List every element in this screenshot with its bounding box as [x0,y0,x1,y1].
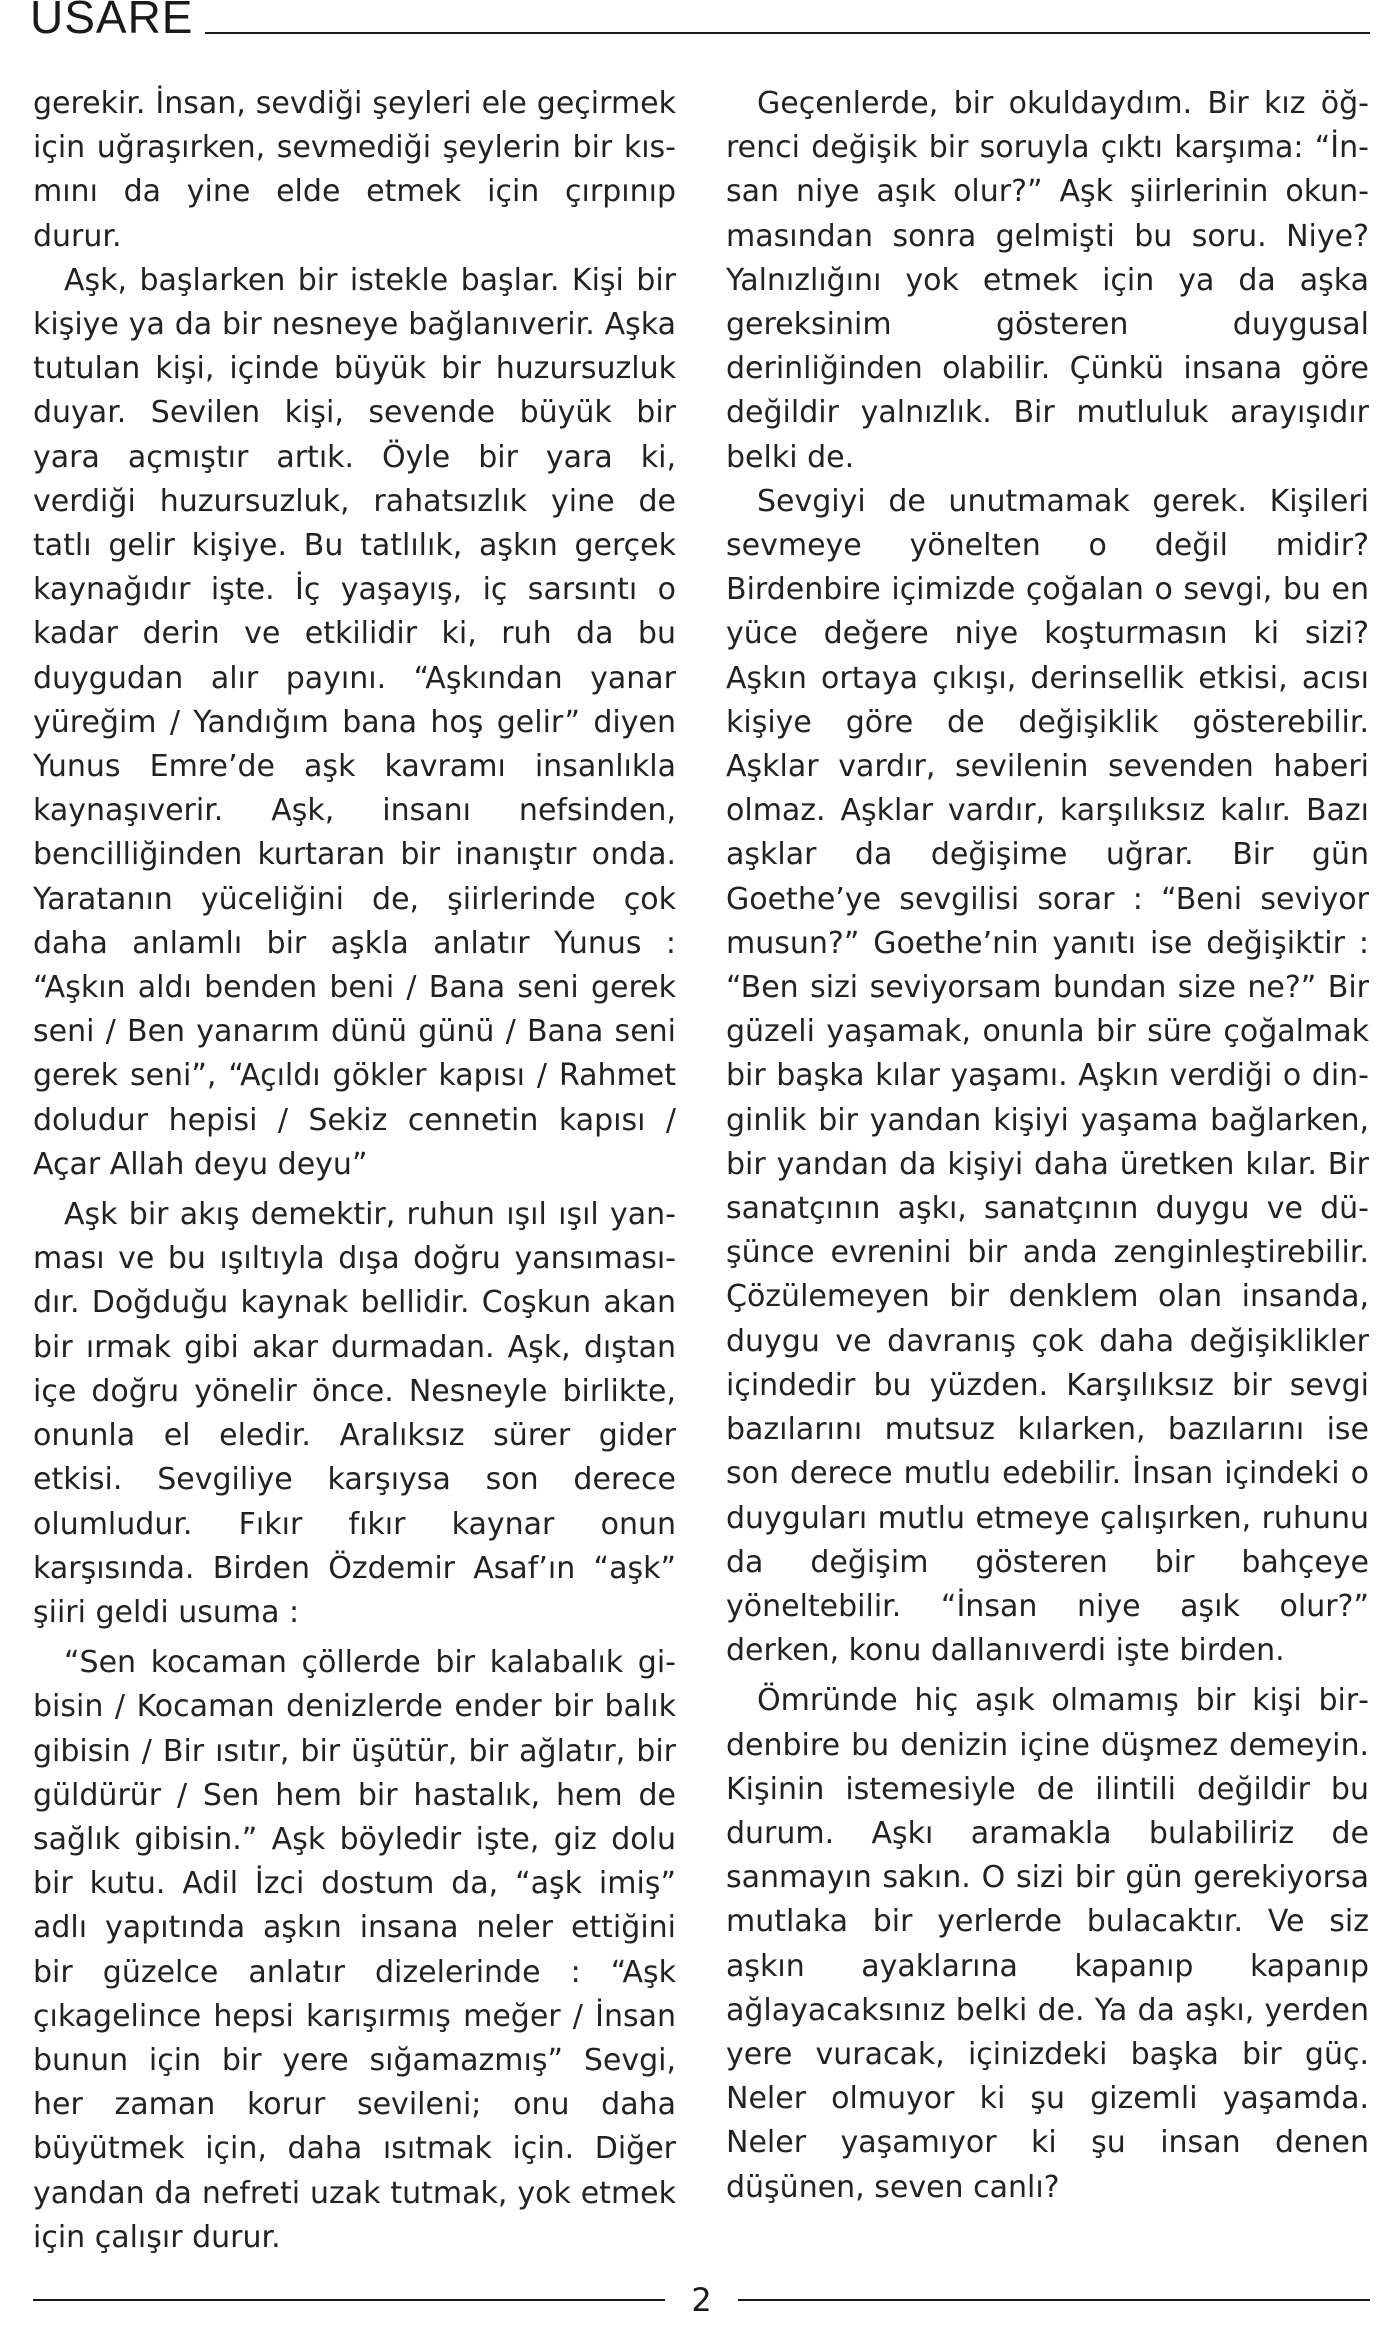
paragraph: “Sen kocaman çöllerde bir kalabalık gibisin / Kocaman denizlerde ender bir balık gibisin / Bir ısıtır, bir üşütür, bir ağlatır, bir güldürür / Sen hem bir hastalık, hem de sağlık gibisin.” Aşk böyledir işte, giz dolu bir kutu. Adil İzci dostum da, “aşk imiş” adlı yapıtında aşkın insana neler ettiğini bir güzelce anlatır dizelerinde : “Aşk çıkagelince hepsi karışırmış meğer / İnsan bunun için bir yere sığamazmış” Sevgi, her zaman korur sevileni; onu daha büyütmek için, daha ısıtmak için. Diğer yandan da nefreti uzak tutmak, yok etmek için çalışır durur. [33,1645,676,2255]
right-column [726,82,1369,2210]
page-number: 2 [691,2281,712,2319]
paragraph: Ömründe hiç aşık olmamış bir kişi birdenbire bu denizin içine düşmez demeyin. Kişinin istemesiyle de ilintili değildir bu durum. Aşkı aramakla bulabiliriz de sanmayın sakın. O sizi bir gün gerekiyorsa mutlaka bir yerlerde bulacaktır. Ve siz aşkın ayaklarına kapanıp kapanıp ağlayacaksınız belki de. Ya da aşkı, yerden yere vuracak, içinizdeki başka bir güç. Neler olmuyor ki şu gizemli yaşamda. Neler yaşamıyor ki şu insan denen düşünen, seven canlı? [726,1683,1369,2205]
page-title: USARE [30,0,194,43]
page-footer [33,2280,1370,2320]
header-rule [205,32,1370,34]
paragraph: gerekir. İnsan, sevdiği şeyleri ele geçirmek için uğraşırken, sevmediği şeylerin bir kısmını da yine elde etmek için çırpınıp durur. [33,86,676,254]
paragraph: Sevgiyi de unutmamak gerek. Kişileri sevmeye yönelten o değil midir? Birdenbire içimizde çoğalan o sevgi, bu en yüce değere niye koşturmasın ki sizi? Aşkın ortaya çıkışı, derinsellik etkisi, acısı kişiye göre de değişiklik gösterebilir. Aşklar vardır, sevilenin sevenden haberi olmaz. Aşklar vardır, karşılıksız kalır. Bazı aşklar da değişime uğrar. Bir gün Goethe’ye sevgilisi sorar : “Beni seviyor musun?” Goethe’nin yanıtı ise değişiktir : “Ben sizi seviyorsam bundan size ne?” Bir güzeli yaşamak, onunla bir süre çoğalmak bir başka kılar yaşamı. Aşkın verdiği o dinginlik bir yandan kişiyi yaşama bağlarken, bir yandan da kişiyi daha üretken kılar. Bir sanatçının aşkı, sanatçının duygu ve düşünce evrenini bir anda zenginleştirebilir. Çözülemeyen bir denklem olan insanda, duygu ve davranış çok daha değişiklikler içindedir bu yüzden. Karşılıksız bir sevgi bazılarını mutsuz kılarken, bazılarını ise son derece mutlu edebilir. İnsan içindeki o duyguları mutlu etmeye çalışırken, ruhunu da değişim gösteren bir bahçeye yöneltebilir. “İnsan niye aşık olur?” derken, konu dallanıverdi işte birden. [726,483,1369,1669]
footer-rule-left [33,2299,665,2301]
paragraph: Aşk, başlarken bir istekle başlar. Kişi bir kişiye ya da bir nesneye bağlanıverir. Aşka tutulan kişi, içinde büyük bir huzursuzluk duyar. Sevilen kişi, sevende büyük bir yara açmıştır artık. Öyle bir yara ki, verdiği huzursuzluk, rahatsızlık yine de tatlı gelir kişiye. Bu tatlılık, aşkın gerçek kaynağıdır işte. İç yaşayış, iç sarsıntı o kadar derin ve etkilidir ki, ruh da bu duygudan alır payını. “Aşkından yanar yüreğim / Yandığım bana hoş gelir” diyen Yunus Emre’de aşk kavramı insanlıkla kaynaşıverir. Aşk, insanı nefsinden, bencilliğinden kurtaran bir inanıştır onda. Yaratanın yüceliğini de, şiirlerinde çok daha anlamlı bir aşkla anlatır Yunus : “Aşkın aldı benden beni / Bana seni gerek seni / Ben yanarım dünü günü / Bana seni gerek seni”, “Açıldı gökler kapısı / Rahmet doludur hepisi / Sekiz cennetin kapısı / Açar Allah deyu deyu” [33,262,676,1182]
left-column [33,82,676,2260]
page-header [30,0,1370,43]
paragraph: Aşk bir akış demektir, ruhun ışıl ışıl yanması ve bu ışıltıyla dışa doğru yansımasıdır. Doğduğu kaynak bellidir. Coşkun akan bir ırmak gibi akar durmadan. Aşk, dıştan içe doğru yönelir önce. Nesneyle birlikte, onunla el eledir. Aralıksız sürer gider etkisi. Sevgiliye karşıysa son derece olumludur. Fıkır fıkır kaynar onun karşısında. Birden Özdemir Asaf’ın “aşk” şiiri geldi usuma : [33,1197,676,1630]
paragraph: Geçenlerde, bir okuldaydım. Bir kız öğrenci değişik bir soruyla çıktı karşıma: “İnsan niye aşık olur?” Aşk şiirlerinin okunmasından sonra gelmişti bu soru. Niye? Yalnızlığını yok etmek için ya da aşka gereksinim gösteren duygusal derinliğinden olabilir. Çünkü insana göre değildir yalnızlık. Bir mutluluk arayışıdır belki de. [726,86,1369,475]
footer-rule-right [738,2299,1370,2301]
